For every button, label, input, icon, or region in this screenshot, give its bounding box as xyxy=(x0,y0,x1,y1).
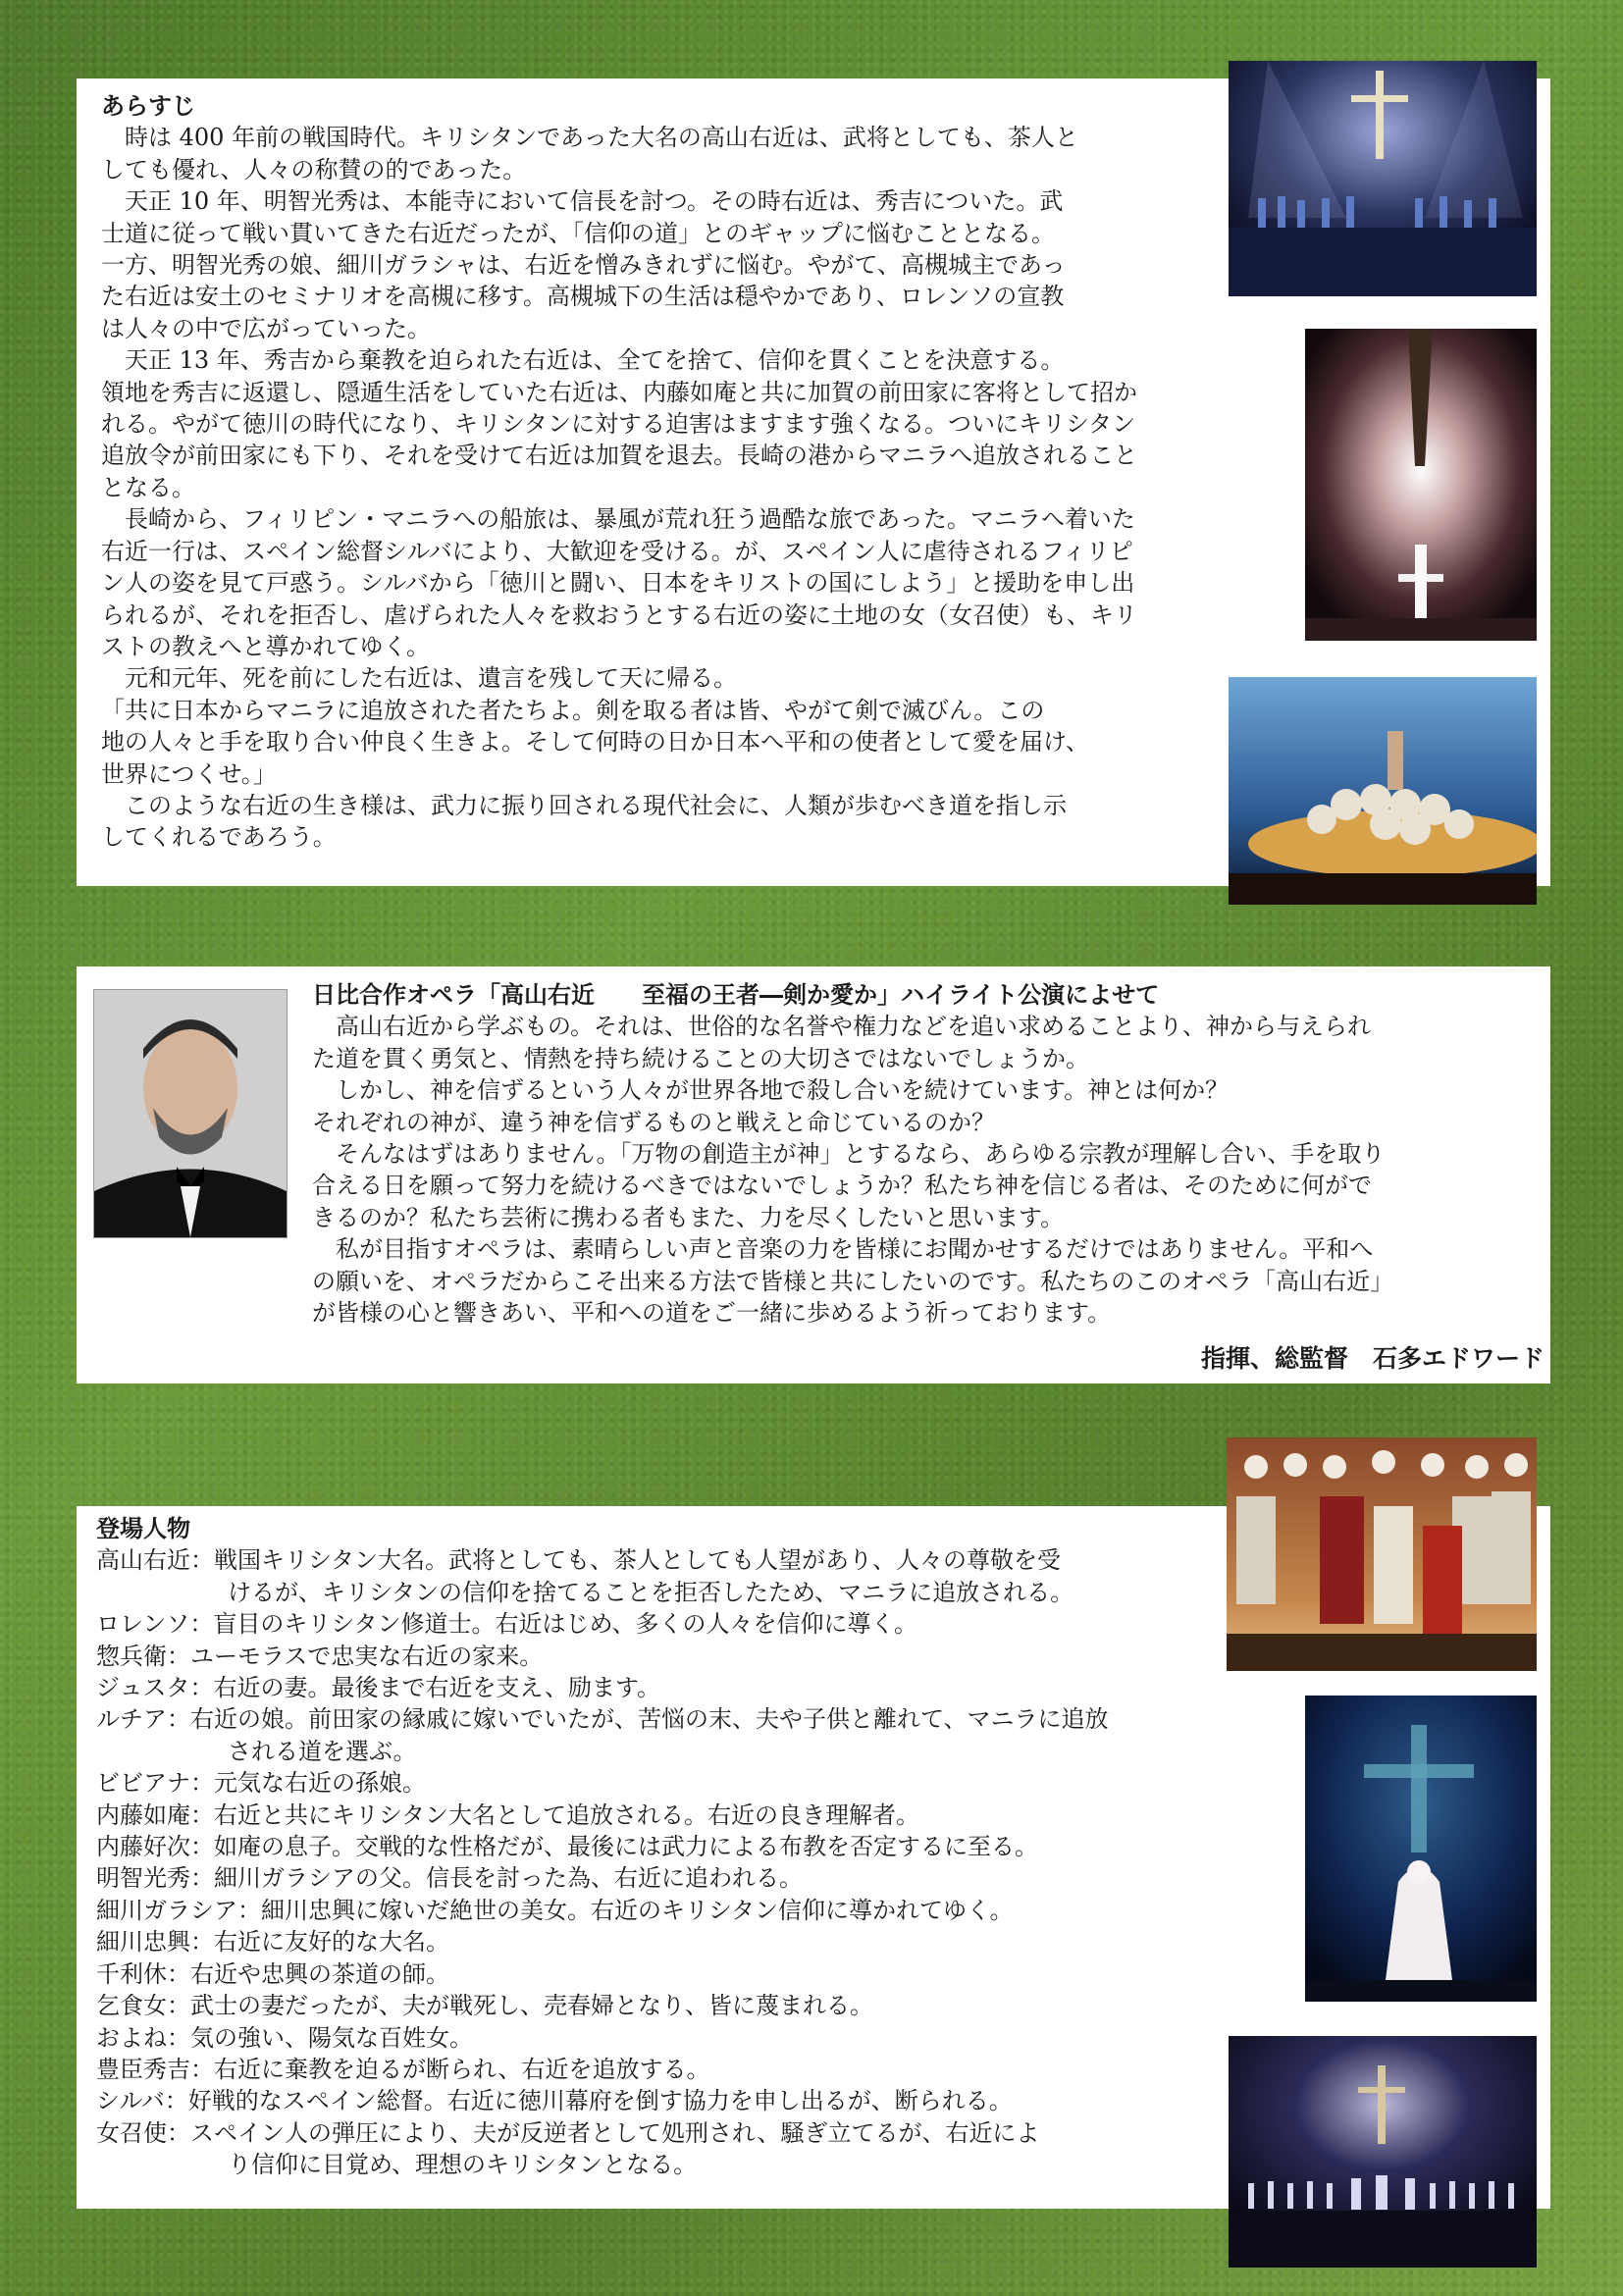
character-description: ：気の強い、陽気な百姓女。 xyxy=(167,2023,473,2052)
text-line: 私が目指すオペラは、素晴らしい声と音楽の力を皆様にお聞かせするだけではありません。平和へ xyxy=(312,1235,1374,1264)
stage-photo-cross-chorus xyxy=(1229,61,1537,296)
character-name: 内藤如庵 xyxy=(96,1800,190,1829)
text-line: となる。 xyxy=(101,473,195,501)
character-description: ：右近と共にキリシタン大名として追放される。右近の良き理解者。 xyxy=(190,1800,920,1829)
character-row xyxy=(96,2085,1109,2116)
character-name: 豊臣秀吉 xyxy=(96,2055,190,2083)
stage-photo-light-beam xyxy=(1305,329,1537,641)
character-name: ビビアナ xyxy=(96,1769,190,1798)
character-row xyxy=(96,2022,1109,2054)
text-line: しかし、神を信ずるという人々が世界各地で殺し合いを続けています。神とは何か？ xyxy=(312,1076,1230,1105)
text-line: 追放令が前田家にも下り、それを受けて右近は加賀を退去。長崎の港からマニラへ追放されること xyxy=(101,442,1137,470)
text-line: 天正 13 年、秀吉から棄教を迫られた右近は、全てを捨て、信仰を貫くことを決意する。 xyxy=(101,346,1065,375)
character-description: ：スペイン人の弾圧により、夫が反逆者として処刑され、騒ぎ立てるが、右近によ xyxy=(167,2118,1040,2147)
character-name: 高山右近 xyxy=(96,1546,190,1575)
synopsis-heading: あらすじ xyxy=(101,92,195,120)
text-line: は人々の中で広がっていった。 xyxy=(101,314,431,342)
character-description: ：細川ガラシアの父。信長を討った為、右近に追われる。 xyxy=(190,1864,803,1893)
text-line: た道を貫く勇気と、情熱を持ち続けることの大切さではないでしょうか。 xyxy=(312,1044,1089,1072)
character-row-continued xyxy=(96,1577,1109,1608)
synopsis-body xyxy=(101,122,1137,853)
character-description-continued: り信仰に目覚め、理想のキリシタンとなる。 xyxy=(228,2151,698,2179)
text-line: そんなはずはありません。「万物の創造主が神」とするなら、あらゆる宗教が理解し合い、手を取り xyxy=(312,1140,1386,1169)
text-line: 地の人々と手を取り合い仲良く生きよ。そして何時の日か日本へ平和の使者として愛を届け、 xyxy=(101,728,1090,757)
text-line: それぞれの神が、違う神を信ずるものと戦えと命じているのか？ xyxy=(312,1108,995,1136)
character-row xyxy=(96,1608,1109,1640)
text-line: 元和元年、死を前にした右近は、遺言を残して天に帰る。 xyxy=(101,664,737,693)
character-name: 女召使 xyxy=(96,2118,167,2147)
character-row xyxy=(96,1926,1109,1957)
text-line: 時は 400 年前の戦国時代。キリシタンであった大名の高山右近は、武将としても、茶人と xyxy=(101,124,1078,152)
text-line: 士道に従って戦い貫いてきた右近だったが、「信仰の道」とのギャップに悩むこととなる。 xyxy=(101,219,1055,247)
text-line: 天正 10 年、明智光秀は、本能寺において信長を討つ。その時右近は、秀吉についた。武 xyxy=(101,187,1064,216)
character-name: ジュスタ xyxy=(96,1674,190,1702)
character-name: 細川ガラシア xyxy=(96,1896,237,1924)
text-line: た右近は安土のセミナリオを高槻に移す。高槻城下の生活は穏やかであり、ロレンソの宣教 xyxy=(101,283,1065,311)
character-name: 乞食女 xyxy=(96,1992,167,2020)
character-description-continued: けるが、キリシタンの信仰を捨てることを拒否したため、マニラに追放される。 xyxy=(228,1578,1074,1606)
text-line: 領地を秀吉に返還し、隠遁生活をしていた右近は、内藤如庵と共に加賀の前田家に客将として招か xyxy=(101,378,1137,406)
character-row xyxy=(96,1958,1109,1990)
text-line: の願いを、オペラだからこそ出来る方法で皆様と共にしたいのです。私たちのこのオペラ「高山右近」 xyxy=(312,1267,1394,1295)
text-line: られるが、それを拒否し、虐げられた人々を救おうとする右近の姿に土地の女（女召使）も、キリ xyxy=(101,600,1137,629)
stage-photo-cast-chorus xyxy=(1227,1437,1537,1671)
text-line: このような右近の生き様は、武力に振り回される現代社会に、人類が歩むべき道を指し示 xyxy=(101,791,1067,819)
text-line: 「共に日本からマニラに追放された者たちよ。剣を取る者は皆、やがて剣で滅びん。この xyxy=(101,696,1045,724)
character-row xyxy=(96,1895,1109,1926)
characters-list xyxy=(96,1544,1109,2180)
character-row xyxy=(96,2117,1109,2149)
character-description: ：ユーモラスで忠実な右近の家来。 xyxy=(167,1642,544,1670)
message-body xyxy=(312,1011,1393,1329)
character-description: ：右近の妻。最後まで右近を支え、励ます。 xyxy=(189,1674,661,1702)
character-description: ：右近や忠興の茶道の師。 xyxy=(167,1959,449,1988)
character-row xyxy=(96,1767,1109,1799)
characters-heading: 登場人物 xyxy=(96,1515,190,1542)
character-name: およね xyxy=(96,2023,167,2052)
character-row xyxy=(96,1703,1109,1735)
character-description: ：好戦的なスペイン総督。右近に徳川幕府を倒す協力を申し出るが、断られる。 xyxy=(164,2087,1013,2115)
character-description: ：右近に友好的な大名。 xyxy=(190,1928,449,1957)
character-row xyxy=(96,2054,1109,2085)
character-description: ：元気な右近の孫娘。 xyxy=(190,1769,426,1798)
text-line: しても優れ、人々の称賛の的であった。 xyxy=(101,155,527,183)
character-name: 明智光秀 xyxy=(96,1864,190,1893)
character-name: 内藤好次 xyxy=(96,1833,190,1861)
character-description-continued: される道を選ぶ。 xyxy=(228,1737,417,1765)
character-name: 細川忠興 xyxy=(96,1928,190,1957)
message-heading: 日比合作オペラ「高山右近 至福の王者―剣か愛か」ハイライト公演によせて xyxy=(312,981,1160,1009)
character-row xyxy=(96,1831,1109,1862)
text-line: ン人の姿を見て戸惑う。シルバから「徳川と闘い、日本をキリストの国にしよう」と援助を申し出 xyxy=(101,569,1135,598)
character-description: ：武士の妻だったが、夫が戦死し、売春婦となり、皆に蔑まれる。 xyxy=(167,1992,873,2020)
character-name: ルチア xyxy=(96,1705,167,1734)
character-name: シルバ xyxy=(96,2087,165,2115)
text-line: 一方、明智光秀の娘、細川ガラシャは、右近を憎みきれずに悩む。やがて、高槻城主であっ xyxy=(101,251,1066,280)
conductor-signature: 指揮、総監督 石多エドワード xyxy=(1200,1344,1544,1373)
character-row xyxy=(96,1544,1109,1576)
synopsis-text xyxy=(101,90,1137,854)
text-line: 高山右近から学ぶもの。それは、世俗的な名誉や権力などを追い求めることより、神から与えられ xyxy=(312,1013,1372,1041)
text-line: 世界につくせ。」 xyxy=(101,759,277,788)
stage-photo-finale xyxy=(1229,2036,1537,2268)
character-row-continued xyxy=(96,1736,1109,1767)
character-name: 千利休 xyxy=(96,1959,167,1988)
message-text xyxy=(312,979,1393,1329)
character-name: ロレンソ xyxy=(96,1610,190,1639)
character-description: ：盲目のキリシタン修道士。右近はじめ、多くの人々を信仰に導く。 xyxy=(189,1610,918,1639)
character-description: ：細川忠興に嫁いだ絶世の美女。右近のキリシタン信仰に導かれてゆく。 xyxy=(237,1896,1014,1924)
character-description: ：戦国キリシタン大名。武将としても、茶人としても人望があり、人々の尊敬を受 xyxy=(190,1546,1062,1575)
text-line: が皆様の心と響きあい、平和への道をご一緒に歩めるよう祈っております。 xyxy=(312,1299,1112,1328)
stage-photo-circle-group xyxy=(1229,677,1537,905)
character-row xyxy=(96,1800,1109,1831)
character-row-continued xyxy=(96,2149,1109,2180)
text-line: してくれるであろう。 xyxy=(101,823,337,852)
character-row xyxy=(96,1672,1109,1703)
character-row xyxy=(96,1641,1109,1672)
character-description: ：如庵の息子。交戦的な性格だが、最後には武力による布教を否定するに至る。 xyxy=(190,1833,1038,1861)
character-name: 惣兵衛 xyxy=(96,1642,167,1670)
characters-text xyxy=(96,1513,1109,2181)
character-row xyxy=(96,1862,1109,1894)
text-line: れる。やがて徳川の時代になり、キリシタンに対する迫害はますます強くなる。ついにキリシタン xyxy=(101,410,1136,439)
text-line: 合える日を願って努力を続けるべきではないでしょうか？私たち神を信じる者は、そのために何がで xyxy=(312,1172,1372,1200)
stage-photo-cross-woman xyxy=(1305,1696,1537,2002)
text-line: ストの教えへと導かれてゆく。 xyxy=(101,632,431,660)
text-line: 右近一行は、スペイン総督シルバにより、大歓迎を受ける。が、スペイン人に虐待されるフィリピ xyxy=(101,537,1133,565)
character-row xyxy=(96,1990,1109,2021)
conductor-portrait-photo xyxy=(93,989,288,1238)
text-line: 長崎から、フィリピン・マニラへの船旅は、暴風が荒れ狂う過酷な旅であった。マニラへ着いた xyxy=(101,505,1135,534)
text-line: きるのか？私たち芸術に携わる者もまた、力を尽くしたいと思います。 xyxy=(312,1203,1065,1231)
character-description: ：右近に棄教を迫るが断られ、右近を追放する。 xyxy=(190,2055,710,2083)
character-description: ：右近の娘。前田家の縁戚に嫁いでいたが、苦悩の末、夫や子供と離れて、マニラに追放 xyxy=(167,1705,1109,1734)
